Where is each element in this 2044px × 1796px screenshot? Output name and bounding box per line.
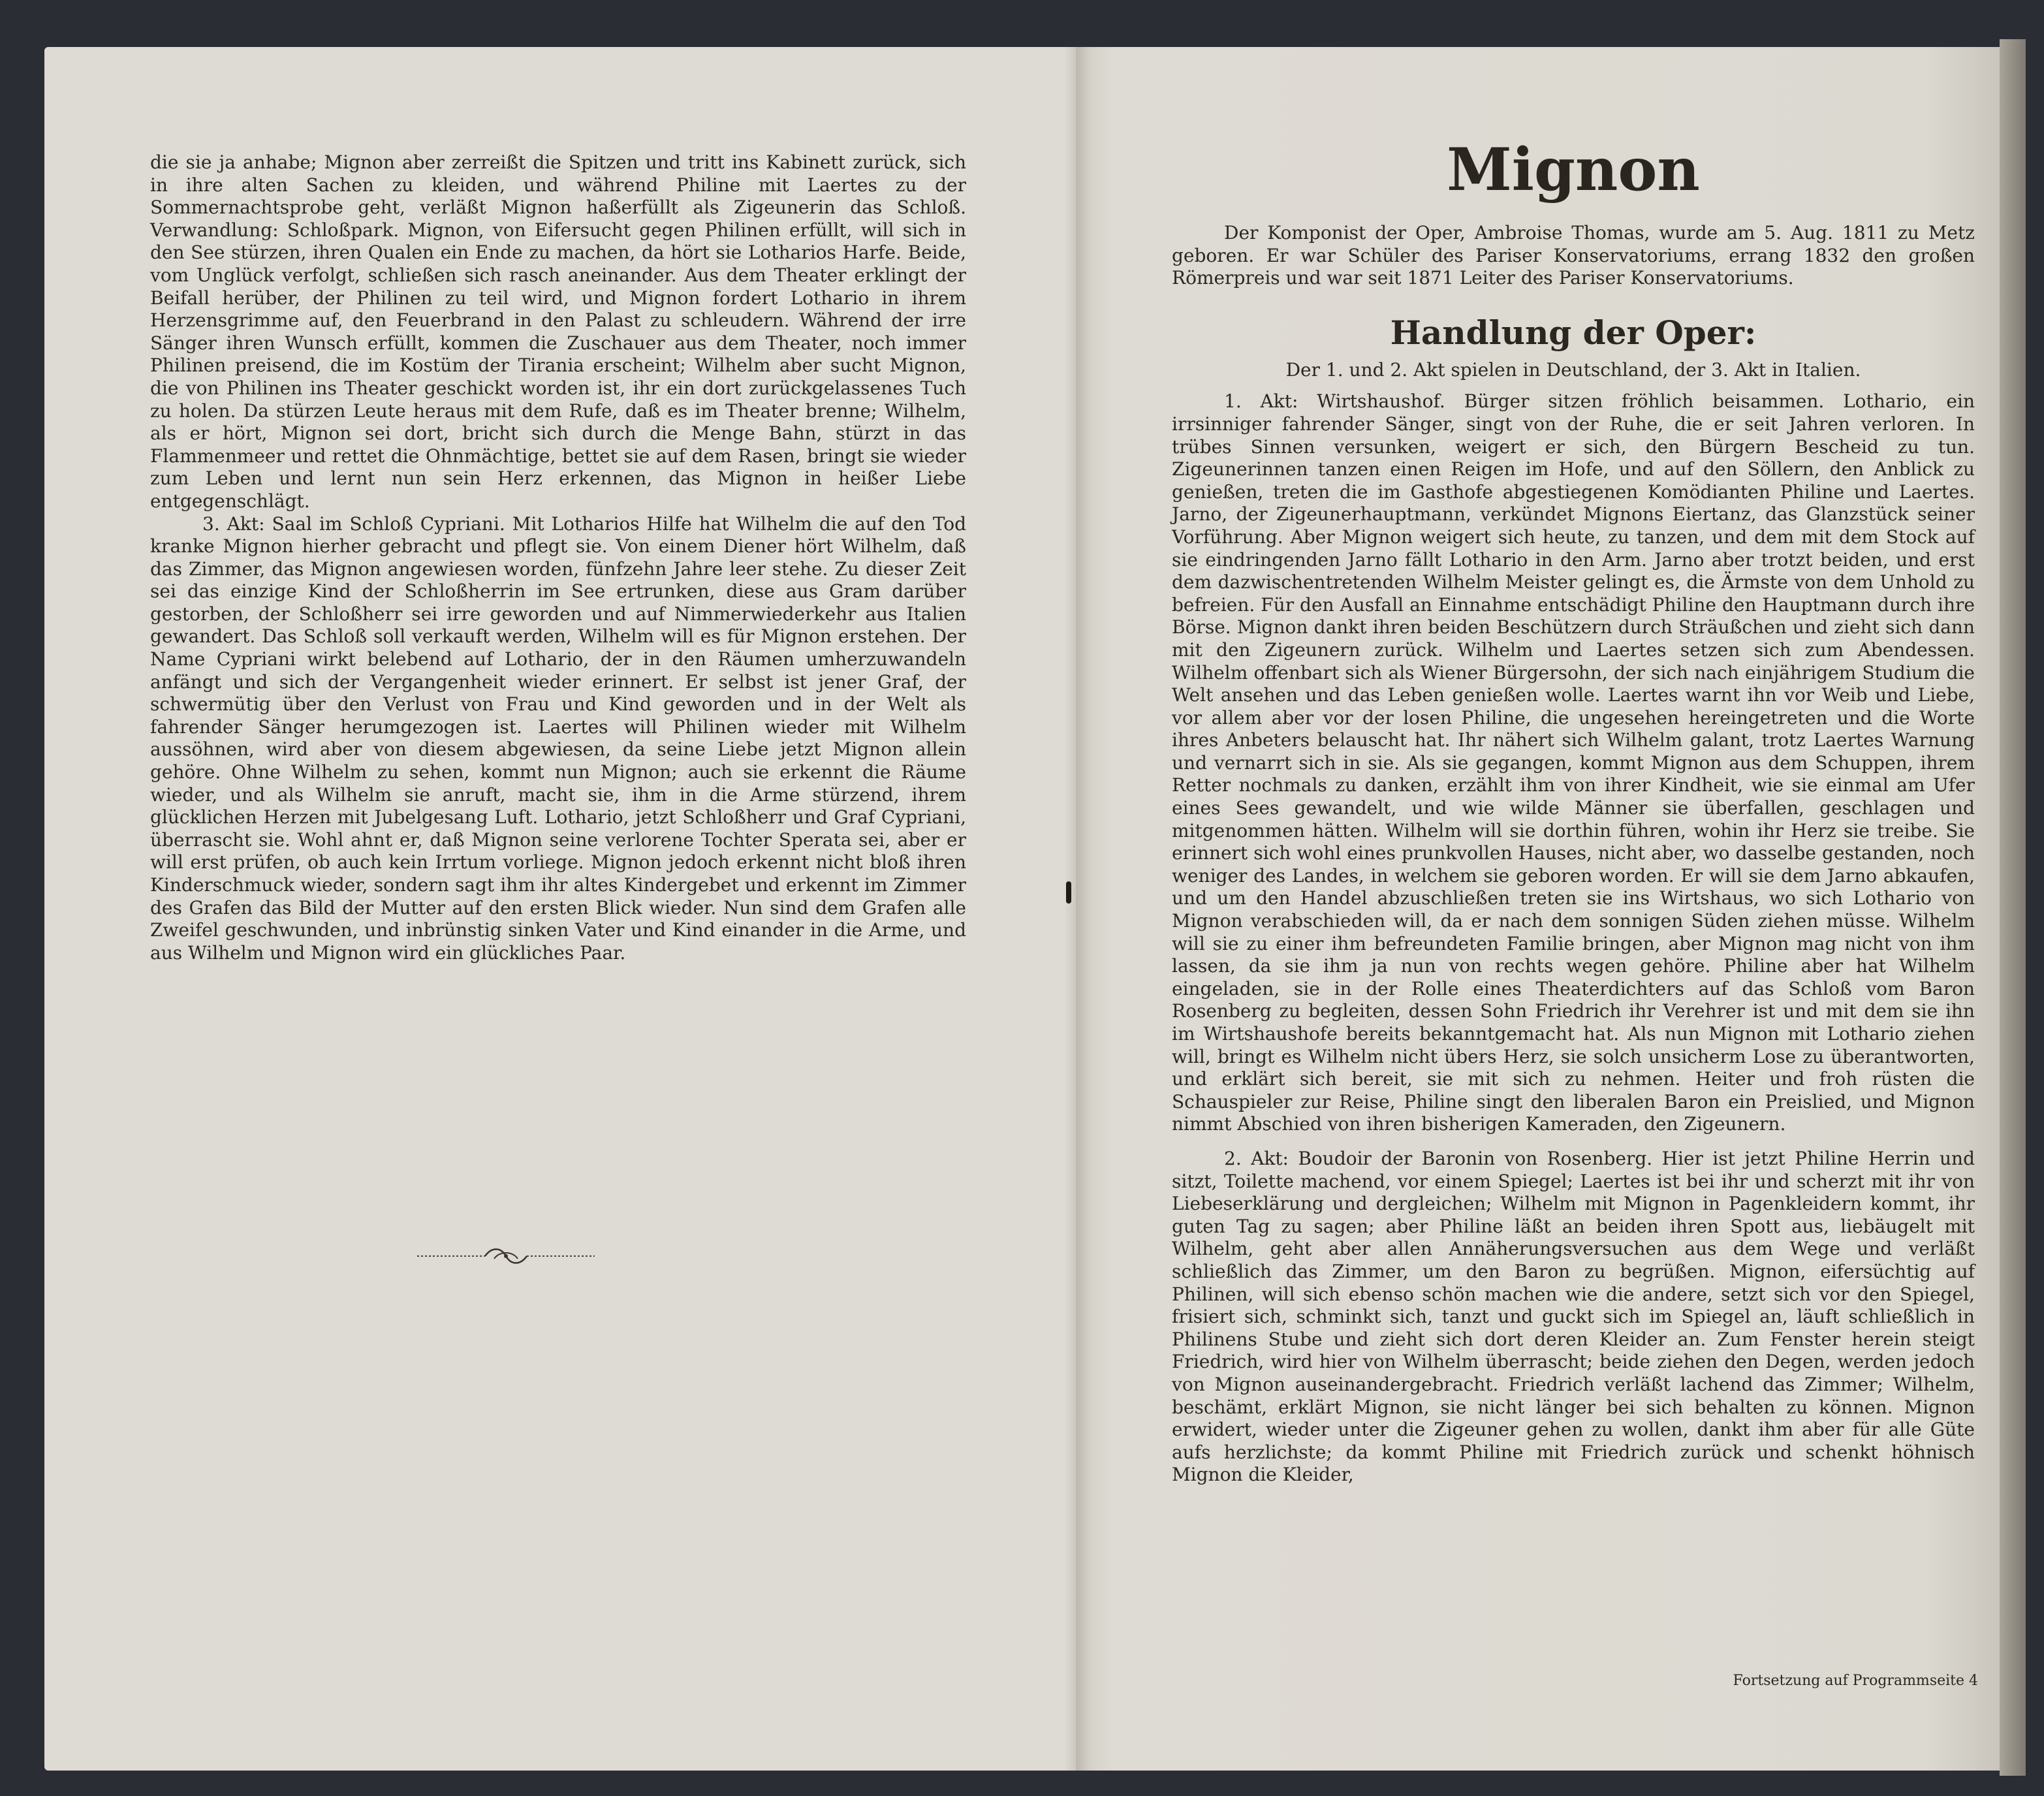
left-text-column <box>150 151 966 964</box>
ornament-divider <box>415 1240 597 1272</box>
acts-setting-line: Der 1. und 2. Akt spielen in Deutschland, der 3. Akt in Italien. <box>1285 358 1861 381</box>
right-paragraph-act-2: 2. Akt: Boudoir der Baronin von Rosenberg. Hier ist jetzt Philine Herrin und sitzt, Toilette machend, vor einem Spiegel; Laertes ist bei ihr und scherzt mit ihr von Liebeserklärung und dergleichen; Wilhelm mit Mignon in Pagenkleidern kommt, ihr guten Tag zu sagen; aber Philine läßt an beiden ihren Spott aus, liebäugelt mit Wilhelm, geht aber allen Annäherungsversuchen aus dem Wege und verläßt schließlich das Zimmer, um den Baron zu begrüßen. Mignon, eifersüchtig auf Philinen, will sich ebenso schön machen wie die andere, setzt sich vor den Spiegel, frisiert sich, schminkt sich, tanzt und guckt sich im Spiegel an, läuft schließlich in Philinens Stube und zieht sich dort deren Kleider an. Zum Fenster herein steigt Friedrich, wird hier von Wilhelm überrascht; beide ziehen den Degen, werden jedoch von Mignon auseinandergebracht. Friedrich verläßt lachend das Zimmer; Wilhelm, beschämt, erklärt Mignon, sie nicht länger bei sich behalten zu können. Mignon erwidert, wieder unter die Zigeuner gehen zu wollen, dankt ihm aber für alle Güte aufs herzlichste; da kommt Philine mit Friedrich zurück und schenkt höhnisch Mignon die Kleider, <box>1172 1147 1975 1486</box>
page-edge <box>2000 39 2026 1776</box>
section-heading: Handlung der Oper: <box>1390 313 1757 352</box>
left-paragraph-1: die sie ja anhabe; Mignon aber zerreißt die Spitzen und tritt ins Kabinett zurück, sich in ihre alten Sachen zu kleiden, und während Philine mit Laertes zu der Sommernachtsprobe geht, verläßt Mignon haßerfüllt als Zigeunerin das Schloß. Verwandlung: Schloßpark. Mignon, von Eifersucht gegen Philinen erfüllt, will sich in den See stürzen, ihren Qualen ein Ende zu machen, da hört sie Lotharios Harfe. Beide, vom Unglück verfolgt, schließen sich rasch aneinander. Aus dem Theater erklingt der Beifall herüber, der Philinen zu teil wird, und Mignon fordert Lothario in ihrem Herzensgrimme auf, den Feuerbrand in den Palast zu schleudern. Während der irre Sänger ihren Wunsch erfüllt, kommen die Zuschauer aus dem Theater, noch immer Philinen preisend, die im Kostüm der Tirania erscheint; Wilhelm aber sucht Mignon, die von Philinen ins Theater geschickt worden ist, ihr ein dort zurückgelassenes Tuch zu holen. Da stürzen Leute heraus mit dem Rufe, daß es im Theater brenne; Wilhelm, als er hört, Mignon sei dort, bricht sich durch die Menge Bahn, stürzt in das Flammenmeer und rettet die Ohnmächtige, bettet sie auf dem Rasen, bringt sie wieder zum Leben und lernt nun sein Herz erkennen, das Mignon in heißer Liebe entgegenschlägt. <box>150 151 966 512</box>
book-gutter <box>1064 47 1090 1771</box>
left-paragraph-act-3: 3. Akt: Saal im Schloß Cypriani. Mit Lotharios Hilfe hat Wilhelm die auf den Tod kranke Mignon hierher gebracht und pflegt sie. Von einem Diener hört Wilhelm, daß das Zimmer, das Mignon angewiesen worden, fünfzehn Jahre leer stehe. Zu dieser Zeit sei das einzige Kind der Schloßherrin im See ertrunken, diese aus Gram darüber gestorben, der Schloßherr sei irre geworden und auf Nimmerwiederkehr aus Italien gewandert. Das Schloß soll verkauft werden, Wilhelm will es für Mignon erstehen. Der Name Cypriani wirkt belebend auf Lothario, der in den Räumen umherzuwandeln anfängt und sich der Vergangenheit wieder erinnert. Er selbst ist jener Graf, der schwermütig über den Verlust von Frau und Kind geworden und in der Welt als fahrender Sänger herumgezogen ist. Laertes will Philinen wieder mit Wilhelm aussöhnen, wird aber von diesem abgewiesen, da seine Liebe jetzt Mignon allein gehöre. Ohne Wilhelm zu sehen, kommt nun Mignon; auch sie erkennt die Räume wieder, und als Wilhelm sie anruft, macht sie, ihm in die Arme stürzend, ihrem glücklichen Herzen mit Jubelgesang Luft. Lothario, jetzt Schloßherr und Graf Cypriani, überrascht sie. Wohl ahnt er, daß Mignon seine verlorene Tochter Sperata sei, aber er will erst prüfen, ob auch kein Irrtum vorliege. Mignon jedoch erkennt nicht bloß ihren Kinderschmuck wieder, sondern sagt ihm ihr altes Kindergebet und erkennt im Zimmer des Grafen das Bild der Mutter auf den ersten Blick wieder. Nun sind dem Grafen alle Zweifel geschwunden, und inbrünstig sinken Vater und Kind einander in die Arme, und aus Wilhelm und Mignon wird ein glückliches Paar. <box>150 512 966 964</box>
page-title: Mignon <box>1447 135 1700 204</box>
ink-spot <box>1066 881 1071 904</box>
composer-intro: Der Komponist der Oper, Ambroise Thomas, wurde am 5. Aug. 1811 zu Metz geboren. Er war Schüler des Pariser Konservatoriums, errang 1832 den großen Römerpreis und war seit 1871 Leiter des Pariser Konservatoriums. <box>1172 222 1975 289</box>
right-paragraph-act-1: 1. Akt: Wirtshaushof. Bürger sitzen fröhlich beisammen. Lothario, ein irrsinniger fahrender Sänger, singt von der Ruhe, die er seit Jahren verloren. In trübes Sinnen versunken, weigert er sich, den Bürgern Bescheid zu tun. Zigeunerinnen tanzen einen Reigen im Hofe, und auf den Söllern, den Anblick zu genießen, treten die im Gasthofe abgestiegenen Komödianten Philine und Laertes. Jarno, der Zigeunerhauptmann, verkündet Mignons Eiertanz, das Glanzstück seiner Vorführung. Aber Mignon weigert sich heute, zu tanzen, und dem mit dem Stock auf sie eindringenden Jarno fällt Lothario in den Arm. Jarno aber trotzt beiden, und erst dem dazwischentretenden Wilhelm Meister gelingt es, die Ärmste von dem Unhold zu befreien. Für den Ausfall an Einnahme entschädigt Philine den Hauptmann durch ihre Börse. Mignon dankt ihren beiden Beschützern durch Sträußchen und zieht sich dann mit den Zigeunern zurück. Wilhelm und Laertes setzen sich zum Abendessen. Wilhelm offenbart sich als Wiener Bürgersohn, der sich nach einjährigem Studium die Welt ansehen und das Leben genießen wolle. Laertes warnt ihn vor Weib und Liebe, vor allem aber vor der losen Philine, die ungesehen hereingetreten und die Worte ihres Anbeters belauscht hat. Ihr nähert sich Wilhelm galant, trotz Laertes Warnung und vernarrt sich in sie. Als sie gegangen, kommt Mignon aus dem Schuppen, ihrem Retter nochmals zu danken, erzählt ihm von ihrer Kindheit, wie sie einmal am Ufer eines Sees gewandelt, und wie wilde Männer sie überfallen, geschlagen und mitgenommen hätten. Wilhelm will sie dorthin führen, wohin ihr Herz sie treibe. Sie erinnert sich wohl eines prunkvollen Hauses, nicht aber, wo dasselbe gestanden, noch weniger des Landes, in welchem sie geboren worden. Er will sie dem Jarno abkaufen, und um den Handel abzuschließen treten sie ins Wirtshaus, wo sich Lothario von Mignon verabschieden will, da er nach dem sonnigen Süden ziehen müsse. Wilhelm will sie zu einer ihm befreundeten Familie bringen, aber Mignon mag nicht von ihm lassen, da sie ihm ja nun von rechts wegen gehöre. Philine aber hat Wilhelm eingeladen, sie in der Rolle eines Theaterdichters auf das Schloß vom Baron Rosenberg zu begleiten, dessen Sohn Friedrich ihr Verehrer ist und mit dem sie ihn im Wirtshaushofe bereits bekanntgemacht hat. Als nun Mignon mit Lothario ziehen will, bringt es Wilhelm nicht übers Herz, sie solch unsicherm Lose zu überantworten, und erklärt sich bereit, sie mit sich zu nehmen. Heiter und froh rüsten die Schauspieler zur Reise, Philine singt den liberalen Baron ein Preislied, und Mignon nimmt Abschied von ihren bisherigen Kameraden, den Zigeunern. <box>1172 390 1975 1135</box>
continuation-note: Fortsetzung auf Programmseite 4 <box>1733 1673 1978 1689</box>
right-text-column <box>1172 222 1975 1487</box>
